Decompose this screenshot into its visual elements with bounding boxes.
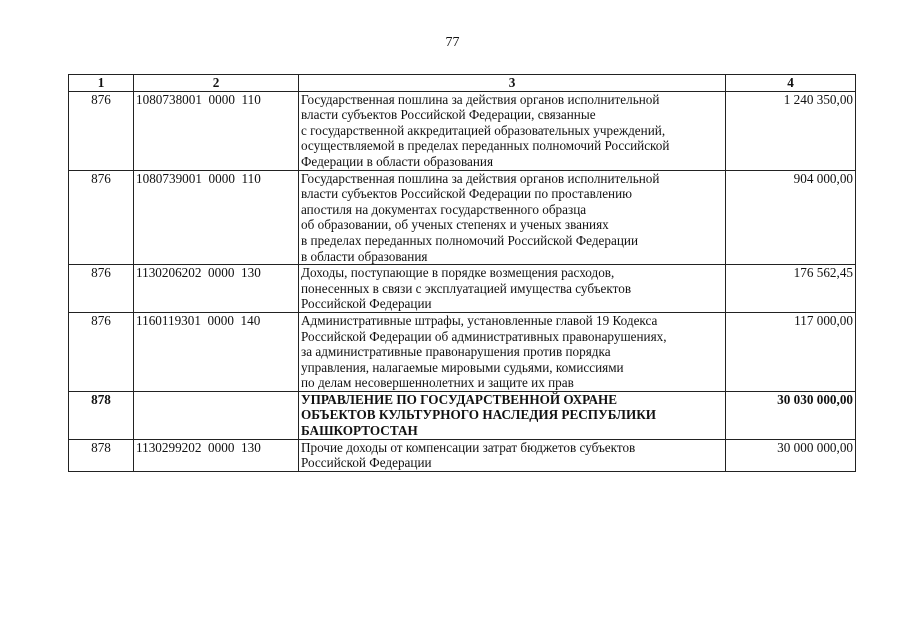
table-row [69,391,856,439]
revenue-name-line: Доходы, поступающие в порядке возмещения расходов, [301,265,615,281]
amount-cell: 176 562,45 [726,265,856,313]
admin-code-cell: 876 [69,91,134,170]
amount-cell: 117 000,00 [726,312,856,391]
revenue-name-line: Административные штрафы, установленные главой 19 Кодекса [301,312,658,328]
table-row [69,91,856,170]
budget-code-cell: 1160119301 0000 140 [134,312,299,391]
revenue-name-line: за административные правонарушения против порядка [301,344,611,360]
revenue-name-cell [299,312,726,391]
admin-code-cell: 878 [69,391,134,439]
admin-code-cell: 878 [69,439,134,471]
table-row [69,265,856,313]
table-row [69,170,856,265]
column-header-1: 1 [69,75,134,92]
revenue-name-cell [299,265,726,313]
revenue-name-line: власти субъектов Российской Федерации по проставлению [301,186,633,202]
revenue-table [68,74,856,472]
amount-cell: 30 000 000,00 [726,439,856,471]
column-header-2: 2 [134,75,299,92]
revenue-name-line: власти субъектов Российской Федерации, связанные [301,107,596,123]
budget-code-cell [134,391,299,439]
revenue-name-line: Российской Федерации [301,296,432,312]
column-header-3: 3 [299,75,726,92]
revenue-name-line: Государственная пошлина за действия органов исполнительной [301,170,660,186]
revenue-name-line: БАШКОРТОСТАН [301,423,418,439]
revenue-name-line: Федерации в области образования [301,153,494,169]
revenue-name-line: УПРАВЛЕНИЕ ПО ГОСУДАРСТВЕННОЙ ОХРАНЕ [301,391,618,407]
revenue-name-cell [299,170,726,265]
revenue-name-line: с государственной аккредитацией образовательных учреждений, [301,122,666,138]
budget-code-cell: 1080739001 0000 110 [134,170,299,265]
revenue-name-line: в области образования [301,248,428,264]
table-body [69,91,856,471]
table-row [69,312,856,391]
revenue-name-cell [299,439,726,471]
revenue-name-line: Российской Федерации [301,455,432,471]
budget-code-cell: 1080738001 0000 110 [134,91,299,170]
revenue-name-line: понесенных в связи с эксплуатацией имущества субъектов [301,280,632,296]
revenue-name-line: апостиля на документах государственного образца [301,201,587,217]
amount-cell: 30 030 000,00 [726,391,856,439]
page-number: 77 [445,35,460,50]
admin-code-cell: 876 [69,312,134,391]
revenue-name-line: Российской Федерации об административных правонарушениях, [301,328,667,344]
revenue-name-line: осуществляемой в пределах переданных полномочий Российской [301,138,670,154]
column-header-4: 4 [726,75,856,92]
revenue-name-line: об образовании, об ученых степенях и ученых званиях [301,217,609,233]
revenue-name-cell [299,91,726,170]
revenue-name-line: по делам несовершеннолетних и защите их прав [301,375,574,391]
table-row [69,439,856,471]
revenue-name-line: в пределах переданных полномочий Российской Федерации [301,232,639,248]
budget-code-cell: 1130206202 0000 130 [134,265,299,313]
table-header-row [69,75,856,92]
budget-code-cell: 1130299202 0000 130 [134,439,299,471]
revenue-name-line: ОБЪЕКТОВ КУЛЬТУРНОГО НАСЛЕДИЯ РЕСПУБЛИКИ [301,407,657,423]
revenue-name-cell [299,391,726,439]
amount-cell: 904 000,00 [726,170,856,265]
amount-cell: 1 240 350,00 [726,91,856,170]
revenue-name-line: управления, налагаемые мировыми судьями, комиссиями [301,359,624,375]
admin-code-cell: 876 [69,265,134,313]
admin-code-cell: 876 [69,170,134,265]
revenue-name-line: Прочие доходы от компенсации затрат бюджетов субъектов [301,439,636,455]
revenue-name-line: Государственная пошлина за действия органов исполнительной [301,91,660,107]
